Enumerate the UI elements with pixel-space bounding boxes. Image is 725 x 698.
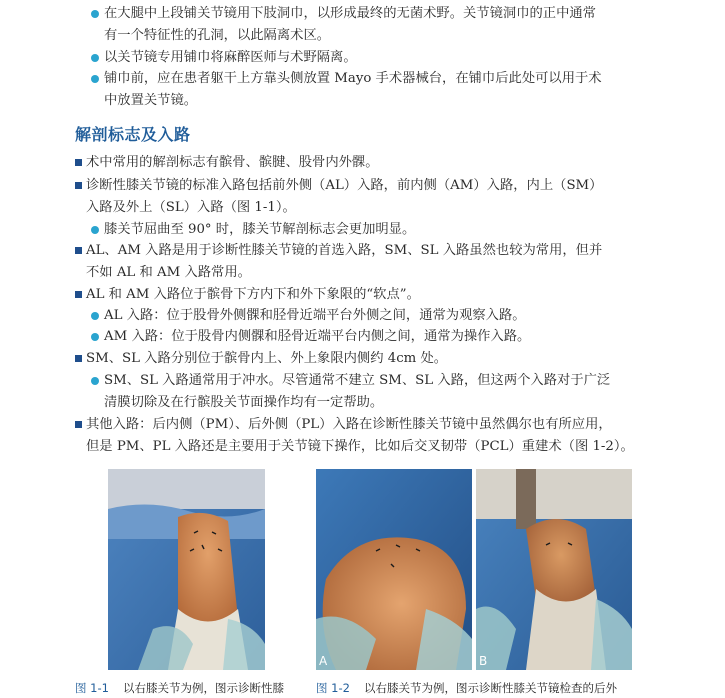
item-text: AL、AM 入路是用于诊断性膝关节镜的首选入路，SM、SL 入路虽然也较为常用，但并 bbox=[86, 243, 603, 258]
figure-caption-text: 以右膝关节为例，图示诊断性膝 bbox=[122, 681, 284, 695]
photo-label-b: B bbox=[479, 654, 488, 668]
bullet-text: 以关节镜专用铺巾将麻醉医师与术野隔离。 bbox=[104, 50, 357, 65]
bullet-dot bbox=[91, 75, 99, 83]
item-text: SM、SL 入路通常用于冲水。尽管通常不建立 SM、SL 入路，但这两个入路对于广泛 bbox=[104, 373, 611, 388]
item-text: AL 入路：位于股骨外侧髁和胫骨近端平台外侧之间，通常为观察入路。 bbox=[104, 308, 526, 323]
item-text: 诊断性膝关节镜的标准入路包括前外侧（AL）入路，前内侧（AM）入路，内上（SM） bbox=[86, 178, 603, 193]
bullet-text: 铺巾前，应在患者躯干上方靠头侧放置 Mayo 手术器械台，在铺巾后此处可以用于术 bbox=[104, 71, 602, 86]
bullet-text: 在大腿中上段铺关节镜用下肢洞巾，以形成最终的无菌术野。关节镜洞巾的正中通常 bbox=[104, 6, 596, 21]
item-text: 不如 AL 和 AM 入路常用。 bbox=[86, 265, 251, 280]
bullet-square bbox=[75, 421, 82, 428]
bullet-square bbox=[75, 355, 82, 362]
figure-caption-text: 以右膝关节为例，图示诊断性膝关节镜检查的后外 bbox=[363, 681, 617, 695]
bullet-dot bbox=[91, 377, 99, 385]
photo-label-a: A bbox=[319, 654, 328, 668]
item-text: 术中常用的解剖标志有髌骨、髌腱、股骨内外髁。 bbox=[86, 155, 379, 170]
figure-1-2a-photo bbox=[316, 469, 472, 670]
bullet-square bbox=[75, 182, 82, 189]
bullet-text: 有一个特征性的孔洞，以此隔离术区。 bbox=[104, 28, 331, 43]
item-text: AM 入路：位于股骨内侧髁和胫骨近端平台内侧之间，通常为操作入路。 bbox=[104, 329, 531, 344]
section-title: 解剖标志及入路 bbox=[75, 125, 191, 144]
bullet-square bbox=[75, 291, 82, 298]
item-text: 其他入路：后内侧（PM）、后外侧（PL）入路在诊断性膝关节镜中虽然偶尔也有所应用， bbox=[86, 417, 612, 432]
bullet-dot bbox=[91, 54, 99, 62]
bullet-dot bbox=[91, 312, 99, 320]
figure-1-1-caption bbox=[75, 680, 284, 696]
bullet-dot bbox=[91, 226, 99, 234]
figure-1-2-caption bbox=[316, 680, 617, 696]
figure-number: 图 1-2 bbox=[316, 681, 350, 695]
item-text: 膝关节屈曲至 90° 时，膝关节解剖标志会更加明显。 bbox=[104, 222, 416, 237]
item-text: 入路及外上（SL）入路（图 1-1）。 bbox=[86, 200, 296, 215]
bullet-text: 中放置关节镜。 bbox=[104, 93, 198, 108]
item-text: AL 和 AM 入路位于髌骨下方内下和外下象限的“软点”。 bbox=[86, 287, 420, 302]
figure-number: 图 1-1 bbox=[75, 681, 109, 695]
bullet-square bbox=[75, 247, 82, 254]
figure-1-1-photo bbox=[108, 469, 265, 670]
item-text: 但是 PM、PL 入路还是主要用于关节镜下操作，比如后交叉韧带（PCL）重建术（图 1-2）。 bbox=[86, 439, 634, 454]
item-text: SM、SL 入路分别位于髌骨内上、外上象限内侧约 4cm 处。 bbox=[86, 351, 448, 366]
bullet-dot bbox=[91, 333, 99, 341]
figure-1-2b-photo bbox=[476, 469, 632, 670]
bullet-square bbox=[75, 159, 82, 166]
item-text: 清膜切除及在行髌股关节面操作均有一定帮助。 bbox=[104, 395, 384, 410]
bullet-dot bbox=[91, 10, 99, 18]
